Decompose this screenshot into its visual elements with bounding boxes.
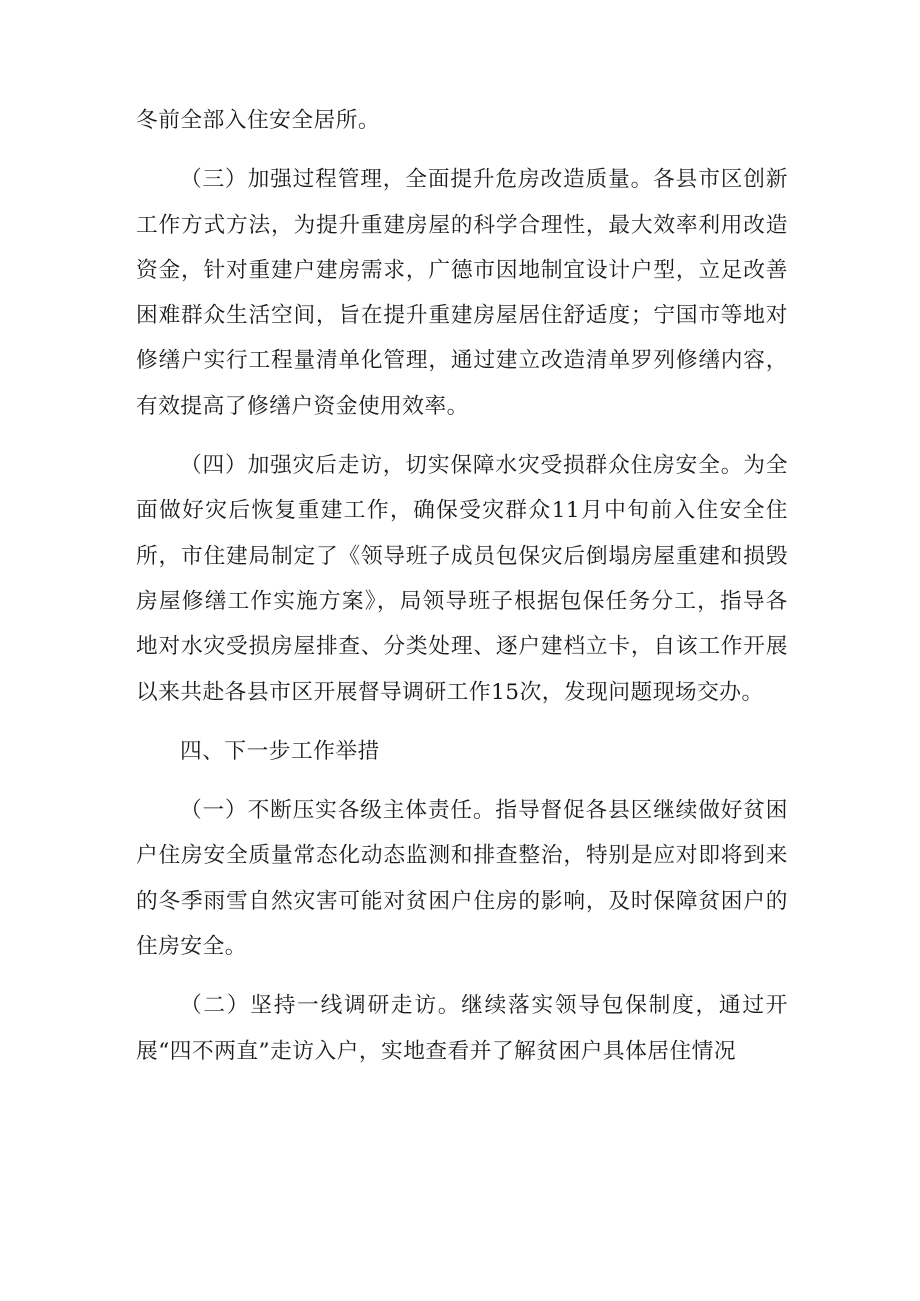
document-body xyxy=(136,98,788,1088)
section-heading-next-steps: 四、下一步工作举措 xyxy=(180,738,380,764)
paragraph-measure-1: （一）不断压实各级主体责任。指导督促各县区继续做好贫困户住房安全质量常态化动态监测和排查整治，特别是应对即将到来的冬季雨雪自然灾害可能对贫困户住房的影响，及时保障贫困户的住房安全。 xyxy=(136,798,788,960)
paragraph-continuation: 冬前全部入住安全居所。 xyxy=(136,108,381,133)
paragraph-item-4: （四）加强灾后走访，切实保障水灾受损群众住房安全。为全面做好灾后恢复重建工作，确保受灾群众11月中旬前入住安全住所，市住建局制定了《领导班子成员包保灾后倒塌房屋重建和损毁房屋修缮工作实施方案》，局领导班子根据包保任务分工，指导各地对水灾受损房屋排查、分类处理、逐户建档立卡，自该工作开展以来共赴各县市区开展督导调研工作15次，发现问题现场交办。 xyxy=(136,453,788,705)
paragraph-item-3: （三）加强过程管理，全面提升危房改造质量。各县市区创新工作方式方法，为提升重建房屋的科学合理性，最大效率利用改造资金，针对重建户建房需求，广德市因地制宜设计户型，立足改善困难群众生活空间，旨在提升重建房屋居住舒适度；宁国市等地对修缮户实行工程量清单化管理，通过建立改造清单罗列修缮内容，有效提高了修缮户资金使用效率。 xyxy=(136,167,788,419)
paragraph-measure-2: （二）坚持一线调研走访。继续落实领导包保制度，通过开展“四不两直”走访入户，实地查看并了解贫困户具体居住情况 xyxy=(136,993,788,1064)
